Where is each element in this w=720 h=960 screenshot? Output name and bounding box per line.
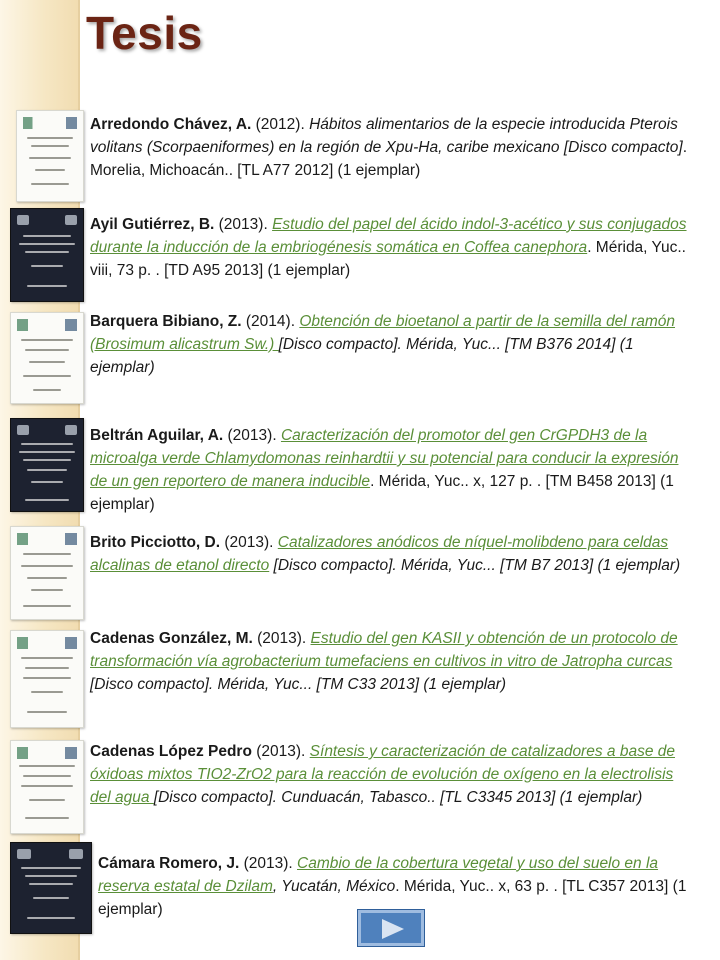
thesis-title-link[interactable]: Síntesis y caracterización de catalizadores a base de óxidoas mixtos TIO2-ZrO2 para la reacción de evolución de oxígeno en la electrolisis del agua xyxy=(90,743,675,806)
thesis-cover-thumbnail xyxy=(10,418,84,512)
page-title: Tesis xyxy=(86,7,203,59)
thesis-author: Beltrán Aguilar, A. xyxy=(90,427,224,444)
thesis-details: [Disco compacto]. Cunduacán, Tabasco.. [TL C3345 2013] (1 ejemplar) xyxy=(153,789,643,806)
thesis-author: Cadenas López Pedro xyxy=(90,743,252,760)
next-arrow-icon xyxy=(382,919,404,939)
thesis-title-link[interactable]: Obtención de bioetanol a partir de la semilla del ramón (Brosimum alicastrum Sw.) xyxy=(90,313,675,353)
thesis-year: (2013). xyxy=(223,427,281,444)
thesis-title-link[interactable]: Caracterización del promotor del gen CrGPDH3 de la microalga verde Chlamydomonas reinhardtii y su potencial para conducir la expresión de un gen reportero de manera inducible xyxy=(90,427,679,490)
thesis-cover-thumbnail xyxy=(10,208,84,302)
thesis-entry xyxy=(90,627,695,696)
thesis-details: [Disco compacto]. Mérida, Yuc... [TM B7 2013] (1 ejemplar) xyxy=(269,557,681,574)
thesis-entry xyxy=(90,740,695,809)
thesis-details: . Morelia, Michoacán.. [TL A77 2012] (1 ejemplar) xyxy=(90,139,688,179)
thesis-title-link[interactable]: Cambio de la cobertura vegetal y uso del suelo en la reserva estatal de Dzilam xyxy=(98,855,659,895)
thesis-details: . Mérida, Yuc.. viii, 73 p. . [TD A95 2013] (1 ejemplar) xyxy=(90,239,686,279)
thesis-entry xyxy=(90,310,695,379)
thesis-title-link[interactable]: Catalizadores anódicos de níquel-molibdeno para celdas alcalinas de etanol directo xyxy=(90,534,669,574)
thesis-author: Barquera Bibiano, Z. xyxy=(90,313,242,330)
thesis-title: Hábitos alimentarios de la especie introducida Pterois volitans (Scorpaeniformes) en la región de Xpu-Ha, caribe mexicano [Disco compacto] xyxy=(90,116,683,156)
thesis-details: . Mérida, Yuc.. x, 63 p. . [TL C357 2013] (1 ejemplar) xyxy=(98,878,687,918)
thesis-cover-thumbnail xyxy=(10,842,92,934)
next-button[interactable] xyxy=(358,910,424,946)
thesis-cover-thumbnail xyxy=(10,526,84,620)
thesis-year: (2013). xyxy=(214,216,273,233)
thesis-details: [Disco compacto]. Mérida, Yuc... [TM B376 2014] (1 ejemplar) xyxy=(90,336,634,376)
thesis-author: Cadenas González, M. xyxy=(90,630,253,647)
thesis-year: (2013). xyxy=(252,630,311,647)
thesis-title-link[interactable]: Estudio del papel del ácido indol-3-acético y sus conjugados durante la inducción de la embriogénesis somática en Coffea canephora xyxy=(90,216,687,256)
thesis-year: (2013). xyxy=(239,855,298,872)
thesis-year: (2014). xyxy=(241,313,300,330)
thesis-cover-thumbnail xyxy=(10,740,84,834)
thesis-year: (2013). xyxy=(220,534,278,551)
thesis-author: Arredondo Chávez, A. xyxy=(90,116,252,133)
thesis-author: Ayil Gutiérrez, B. xyxy=(90,216,215,233)
thesis-entry xyxy=(90,531,695,577)
thesis-year: (2013). xyxy=(251,743,310,760)
thesis-title-link[interactable]: Estudio del gen KASII y obtención de un protocolo de transformación vía agrobacterium tumefaciens en cultivos in vitro de Jatropha curcas xyxy=(90,630,678,670)
thesis-entry xyxy=(90,213,695,282)
thesis-cover-thumbnail xyxy=(10,312,84,404)
thesis-year: (2012). xyxy=(251,116,310,133)
thesis-place: , Yucatán, México xyxy=(272,878,396,895)
thesis-cover-thumbnail xyxy=(10,630,84,728)
thesis-cover-thumbnail xyxy=(16,110,84,202)
thesis-entry xyxy=(90,113,695,182)
thesis-details: [Disco compacto]. Mérida, Yuc... [TM C33 2013] (1 ejemplar) xyxy=(90,676,507,693)
thesis-entry xyxy=(90,424,695,516)
thesis-author: Brito Picciotto, D. xyxy=(90,534,221,551)
thesis-author: Cámara Romero, J. xyxy=(98,855,240,872)
thesis-details: . Mérida, Yuc.. x, 127 p. . [TM B458 2013] (1 ejemplar) xyxy=(90,473,674,513)
